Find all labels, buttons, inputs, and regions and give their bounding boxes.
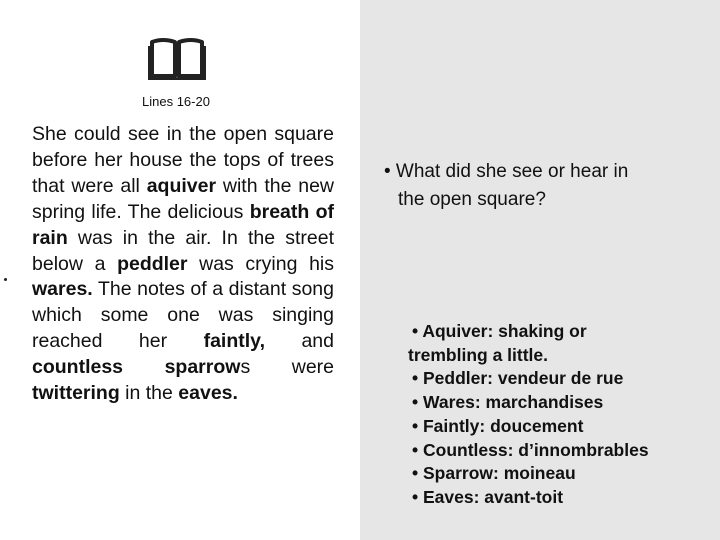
vocab-word: breath of rain <box>32 200 334 249</box>
passage-segment: She could see in the open square before her house the tops of trees that were all <box>32 123 334 197</box>
passage-segment: with the new spring life. The delicious <box>32 174 334 223</box>
vocab-item: • Peddler: vendeur de rue <box>412 368 624 389</box>
bullet-dot <box>4 278 7 281</box>
vocab-word: wares. <box>32 278 93 301</box>
vocab-word: twittering <box>32 382 120 405</box>
vocab-item: • Countless: d’innombrables <box>412 439 649 460</box>
passage-segment: and <box>265 330 334 353</box>
passage-segment: in the <box>119 382 179 405</box>
passage-text <box>32 122 334 407</box>
vocab-word: peddler <box>117 252 188 275</box>
vocab-word: faintly, <box>203 330 265 353</box>
vocab-item-continuation: trembling a little. <box>408 344 549 365</box>
passage-segment: was crying his <box>187 252 335 275</box>
vocab-item: • Wares: marchandises <box>412 392 604 413</box>
lines-caption: Lines 16-20 <box>142 94 210 109</box>
vocab-item: • Aquiver: shaking or <box>412 321 587 341</box>
vocabulary-list <box>408 320 708 510</box>
vocab-word: eaves. <box>178 382 238 405</box>
vocab-word: aquiver <box>146 174 217 197</box>
question-line: the open square? <box>398 189 546 210</box>
open-book-icon <box>148 36 206 80</box>
vocab-item: • Eaves: avant-toit <box>412 486 564 507</box>
passage-segment: s were <box>240 356 334 379</box>
vocab-item: • Sparrow: moineau <box>412 463 576 484</box>
question-line: • What did she see or hear in <box>384 161 629 182</box>
vocab-item: • Faintly: doucement <box>412 415 584 436</box>
vocab-word: countless sparrow <box>32 356 241 379</box>
passage-segment: was in the air. In the street below a <box>32 226 334 275</box>
passage-segment: The notes of a distant song which some one was singing reached her <box>32 278 334 353</box>
question-text <box>384 158 694 214</box>
